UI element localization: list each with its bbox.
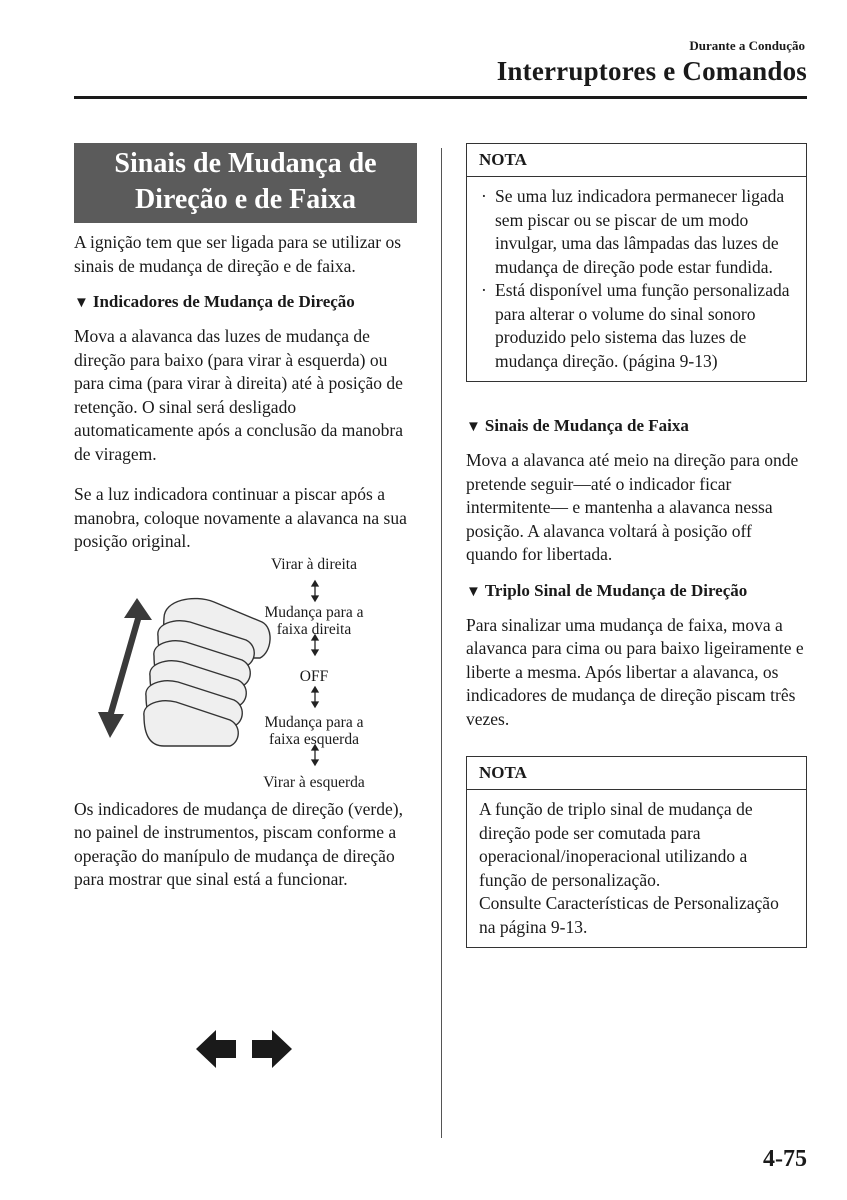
note-bullet-1-text: Se uma luz indicadora permanecer ligada sem piscar ou se piscar de um modo invulgar, uma das lâmpadas das luzes de mudança de direção pode estar fundida. <box>495 186 785 277</box>
label-lane-right <box>246 604 382 638</box>
note-bullet-2-text: Está disponível uma função personalizada para alterar o volume do sinal sonoro produzido pelo sistema das luzes de mudança direção. (página 9-13) <box>495 280 790 371</box>
left-column <box>74 143 417 892</box>
subheading-text: Sinais de Mudança de Faixa <box>484 416 689 435</box>
arrow-right-icon[interactable] <box>252 1030 292 1068</box>
section-title-line2: Direção e de Faixa <box>134 184 357 215</box>
label-lane-left-line2: faixa esquerda <box>269 730 359 748</box>
triangle-down-icon: ▼ <box>74 295 89 311</box>
triangle-down-icon: ▼ <box>466 583 481 600</box>
column-divider <box>441 148 442 1138</box>
label-off: OFF <box>299 667 329 685</box>
label-turn-right: Virar à direita <box>271 555 357 573</box>
turn-paragraph-1: Mova a alavanca das luzes de mudança de direção para baixo (para virar à esquerda) ou para cima (para virar à direita) até à posição de retenção. O sinal será desligado automaticamente após a conclusão da manobra de viragem. <box>74 326 403 464</box>
bullet-dot-icon: · <box>481 186 487 206</box>
page-number: 4-75 <box>763 1146 807 1172</box>
section-title-line1: Sinais de Mudança de <box>114 148 377 179</box>
note-2-line1: A função de triplo sinal de mudança de direção pode ser comutada para operacional/inoperacional utilizando a função de personalização. <box>479 799 753 890</box>
subheading-turn-indicators <box>74 291 417 314</box>
bullet-dot-icon: · <box>481 280 487 300</box>
triple-signal-paragraph: Para sinalizar uma mudança de faixa, mova a alavanca para cima ou para baixo ligeiramente e liberte a mesma. Após libertar a alavanca, os indicadores de mudança de direção piscam três vezes. <box>466 614 804 729</box>
note-body-1 <box>467 177 806 381</box>
label-lane-left <box>246 714 382 748</box>
note-bullet-1 <box>479 185 794 279</box>
chapter-title: Interruptores e Comandos <box>496 56 807 86</box>
label-lane-right-line1: Mudança para a <box>264 603 364 621</box>
right-column <box>466 143 807 948</box>
intro-paragraph: A ignição tem que ser ligada para se utilizar os sinais de mudança de direção e de faixa. <box>74 232 402 276</box>
turn-lever-figure <box>74 555 417 802</box>
lever-illustration <box>74 562 417 802</box>
turn-paragraph-3: Os indicadores de mudança de direção (verde), no painel de instrumentos, piscam conforme a operação do manípulo de mudança de direção para mostrar que sinal está a funcionar. <box>74 798 403 889</box>
subheading-lane-change <box>466 415 807 438</box>
label-lane-left-line1: Mudança para a <box>264 713 364 731</box>
note-2-line2: Consulte Características de Personalização na página 9-13. <box>479 893 779 937</box>
subheading-text: Indicadores de Mudança de Direção <box>92 292 355 311</box>
subheading-text: Triplo Sinal de Mudança de Direção <box>484 580 748 600</box>
subheading-triple-signal <box>466 580 807 603</box>
note-box-1 <box>466 143 807 382</box>
note-body-2 <box>467 790 806 947</box>
triangle-down-icon: ▼ <box>466 419 481 435</box>
arrow-left-icon[interactable] <box>196 1030 236 1068</box>
note-box-2 <box>466 756 807 948</box>
label-lane-right-line2: faixa direita <box>276 620 352 638</box>
page-navigation <box>196 1030 296 1075</box>
header-rule <box>74 96 807 99</box>
note-title-2: NOTA <box>467 757 806 790</box>
note-title-1: NOTA <box>467 144 806 177</box>
lane-change-paragraph: Mova a alavanca até meio na direção para onde pretende seguir―até o indicador ficar intermitente― e mantenha a alavanca nessa posição. A alavanca voltará à posição off quando for libertada. <box>466 450 799 564</box>
turn-paragraph-2: Se a luz indicadora continuar a piscar após a manobra, coloque novamente a alavanca na sua posição original. <box>74 484 407 551</box>
note-bullet-2 <box>479 279 794 373</box>
section-label: Durante a Condução <box>689 38 805 53</box>
label-turn-left: Virar à esquerda <box>263 773 365 791</box>
section-title-box <box>74 143 417 223</box>
